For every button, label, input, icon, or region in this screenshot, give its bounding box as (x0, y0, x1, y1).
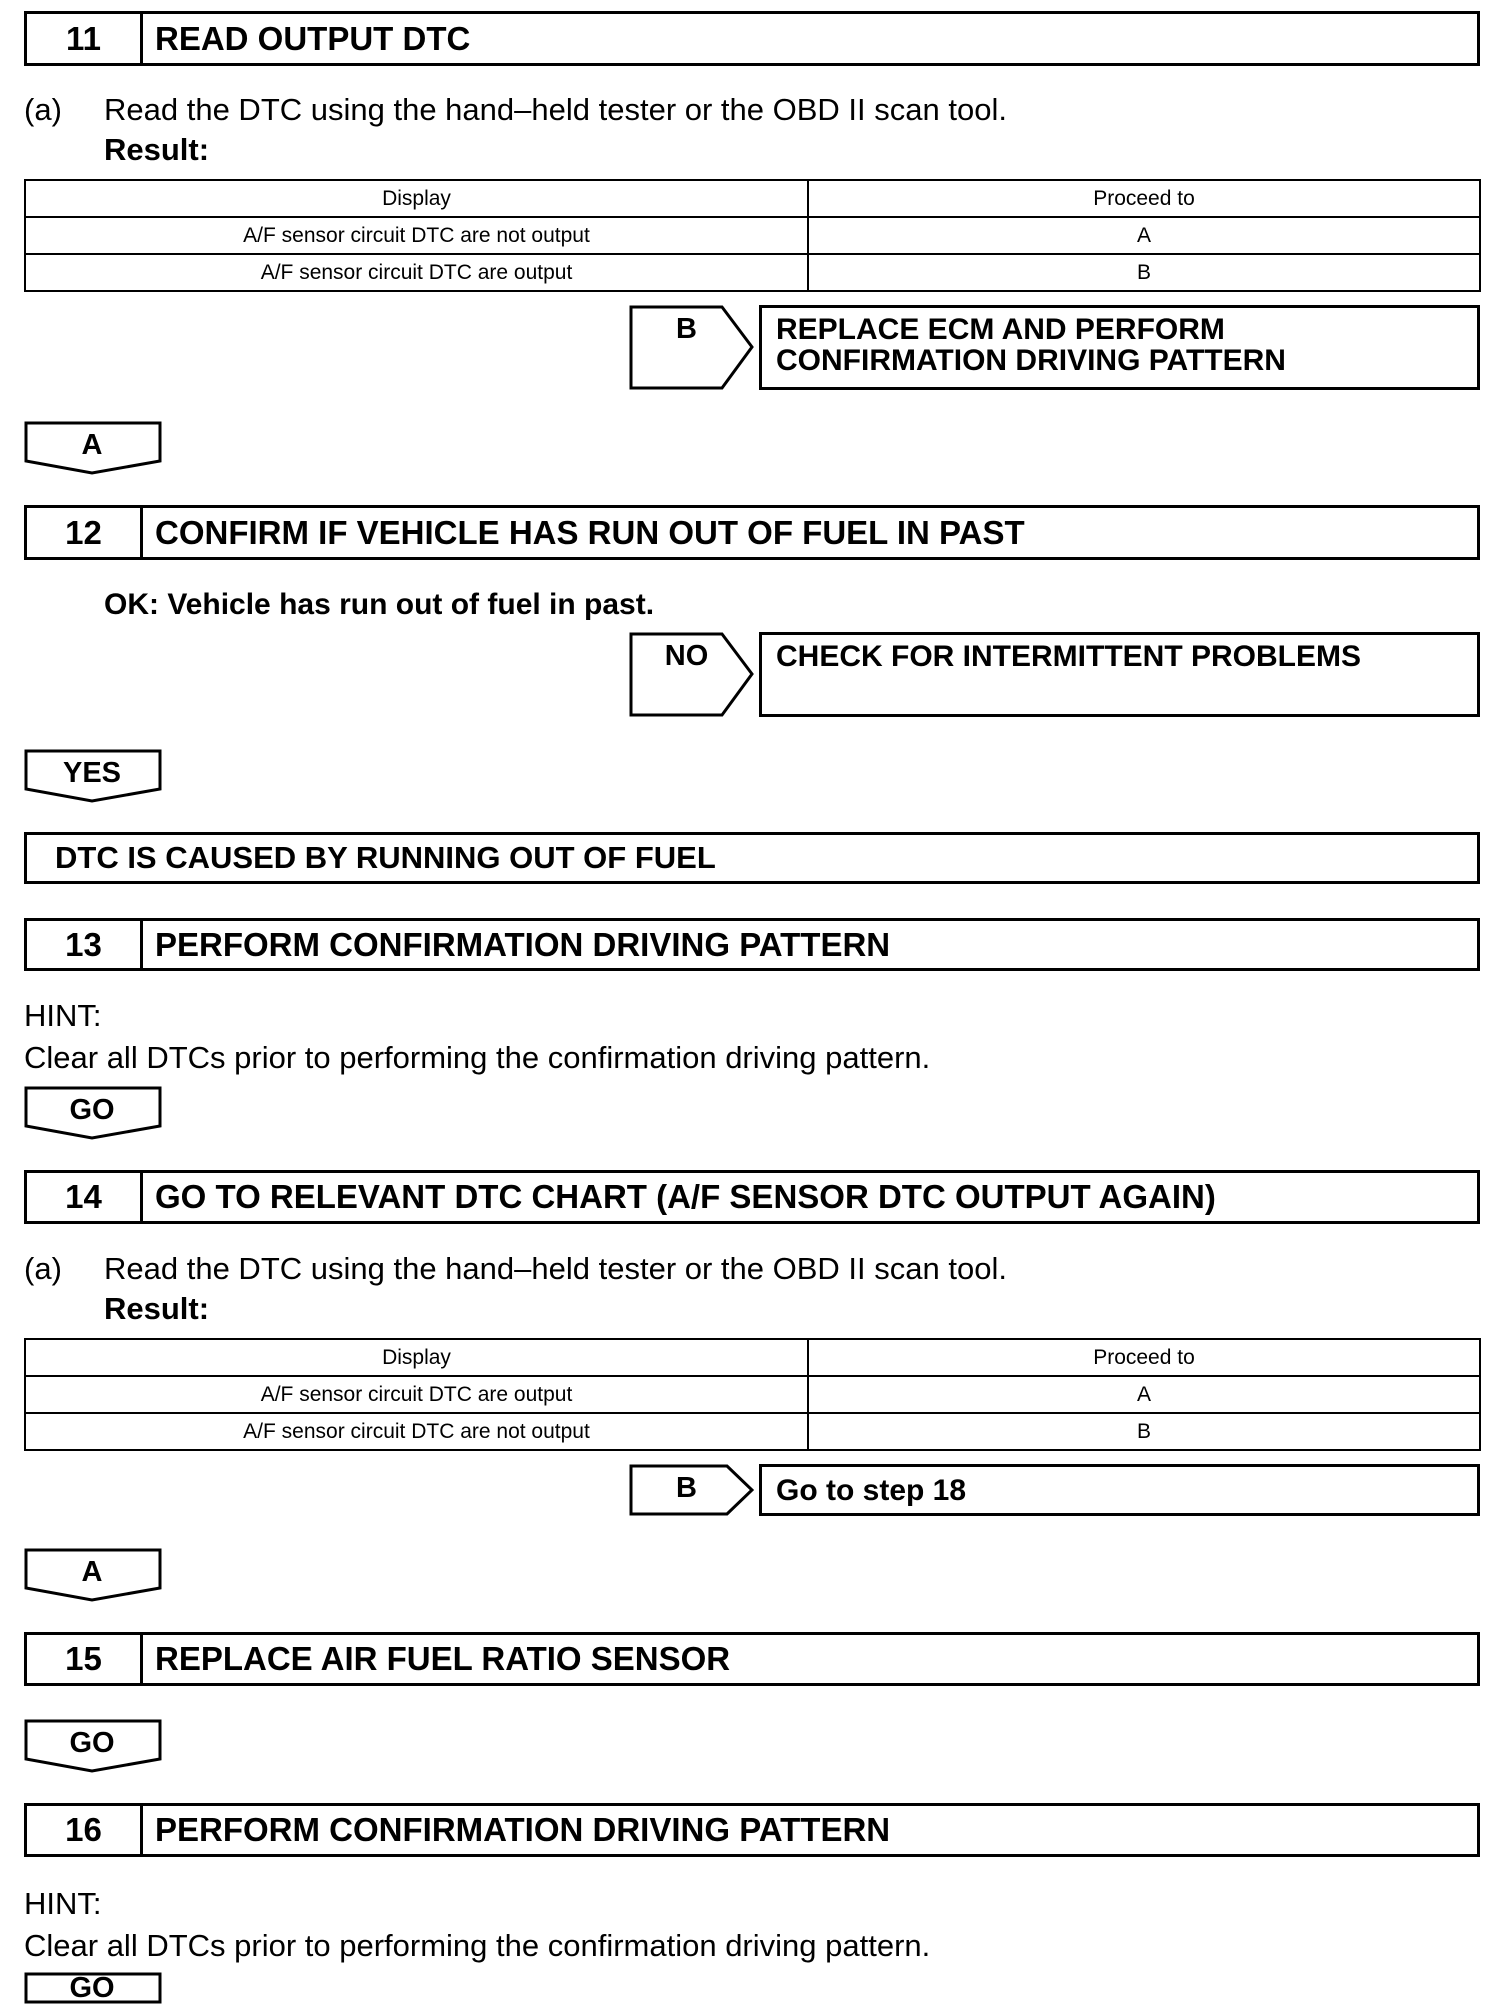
table-cell: A (808, 1376, 1480, 1413)
hint-label: HINT: (24, 1886, 102, 1921)
step-title: REPLACE AIR FUEL RATIO SENSOR (155, 1640, 731, 1677)
item-label: (a) (24, 1251, 62, 1286)
continue-arrow (24, 1719, 164, 1773)
table-cell: A/F sensor circuit DTC are not output (25, 1413, 808, 1450)
hint-text: Clear all DTCs prior to performing the confirmation driving pattern. (24, 1040, 931, 1075)
step-number: 13 (27, 921, 143, 968)
continue-arrow (24, 1972, 164, 2004)
table-cell: A/F sensor circuit DTC are output (25, 254, 808, 291)
continue-arrow (24, 421, 164, 475)
result-label: Result: (104, 132, 210, 167)
step-title: CONFIRM IF VEHICLE HAS RUN OUT OF FUEL IN PAST (155, 513, 1025, 551)
ok-condition: OK: Vehicle has run out of fuel in past. (104, 588, 655, 621)
destination-line: Go to step 18 (776, 1474, 967, 1507)
table-row (25, 254, 1480, 291)
table-row (25, 1413, 1480, 1450)
table-header-row (25, 1339, 1480, 1376)
continue-label: GO (69, 1727, 115, 1759)
instruction-text: Read the DTC using the hand–held tester or the OBD II scan tool. (104, 92, 1007, 127)
step-number: 15 (27, 1635, 143, 1683)
branch-destination (759, 1464, 1480, 1516)
step-12-header (24, 505, 1480, 560)
table-header: Proceed to (808, 1339, 1480, 1376)
step-number: 12 (27, 508, 143, 557)
result-table (24, 1338, 1481, 1451)
continue-label: GO (69, 1972, 115, 2004)
step-number: 16 (27, 1806, 143, 1854)
destination-line: CHECK FOR INTERMITTENT PROBLEMS (776, 640, 1361, 673)
hint-text: Clear all DTCs prior to performing the confirmation driving pattern. (24, 1928, 931, 1963)
branch-destination (759, 632, 1480, 717)
conclusion-banner: DTC IS CAUSED BY RUNNING OUT OF FUEL (24, 832, 1480, 884)
step-title: READ OUTPUT DTC (155, 19, 471, 57)
branch-arrow (629, 305, 754, 390)
branch-arrow (629, 1464, 754, 1516)
continue-label: A (81, 429, 103, 461)
step-11-header (24, 11, 1480, 66)
continue-label: A (81, 1556, 103, 1588)
destination-line: REPLACE ECM AND PERFORM (776, 313, 1225, 346)
table-row (25, 1376, 1480, 1413)
continue-label: GO (69, 1094, 115, 1126)
step-number: 14 (27, 1173, 143, 1221)
table-row (25, 217, 1480, 254)
step-title: PERFORM CONFIRMATION DRIVING PATTERN (155, 925, 891, 963)
step-13-header (24, 918, 1480, 971)
continue-label: YES (62, 757, 122, 789)
table-header: Display (25, 1339, 808, 1376)
table-header: Display (25, 180, 808, 217)
branch-label: NO (664, 640, 709, 672)
table-cell: B (808, 254, 1480, 291)
result-table (24, 179, 1481, 292)
continue-arrow (24, 1086, 164, 1140)
table-cell: B (808, 1413, 1480, 1450)
step-16-header (24, 1803, 1480, 1857)
branch-label: B (676, 1472, 697, 1504)
instruction-text: Read the DTC using the hand–held tester or the OBD II scan tool. (104, 1251, 1007, 1286)
destination-line: CONFIRMATION DRIVING PATTERN (776, 344, 1286, 377)
table-header: Proceed to (808, 180, 1480, 217)
step-title: GO TO RELEVANT DTC CHART (A/F SENSOR DTC OUTPUT AGAIN) (155, 1178, 1216, 1215)
step-14-header (24, 1170, 1480, 1224)
hint-label: HINT: (24, 998, 102, 1033)
table-cell: A/F sensor circuit DTC are not output (25, 217, 808, 254)
item-label: (a) (24, 92, 62, 127)
branch-label: B (676, 313, 697, 345)
step-title: PERFORM CONFIRMATION DRIVING PATTERN (155, 1811, 891, 1848)
continue-arrow (24, 1548, 164, 1602)
step-number: 11 (27, 14, 143, 63)
branch-destination (759, 305, 1480, 390)
branch-arrow (629, 632, 754, 717)
table-cell: A (808, 217, 1480, 254)
result-label: Result: (104, 1291, 210, 1326)
table-header-row (25, 180, 1480, 217)
step-15-header (24, 1632, 1480, 1686)
continue-arrow (24, 749, 164, 803)
table-cell: A/F sensor circuit DTC are output (25, 1376, 808, 1413)
